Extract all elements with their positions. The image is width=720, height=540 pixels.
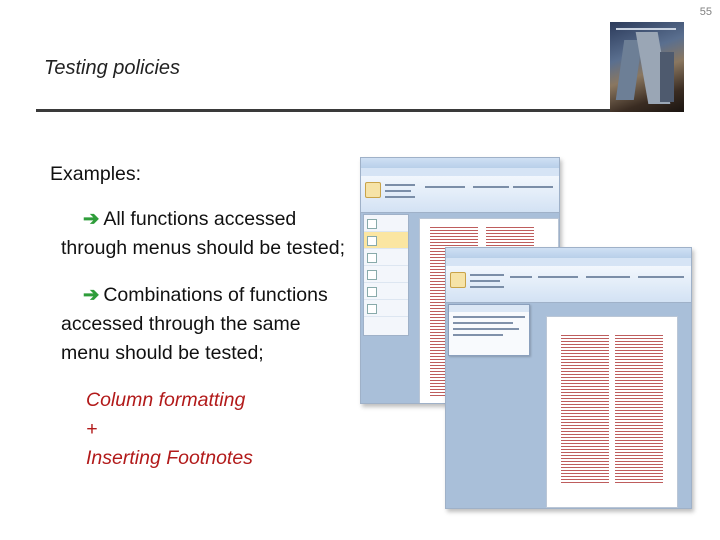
ribbon-line	[470, 274, 504, 276]
example-line: Column formatting	[86, 389, 246, 411]
word-footnotes-screenshot	[445, 247, 692, 509]
ribbon-line	[586, 276, 630, 278]
screenshot-titlebar	[361, 158, 559, 168]
bullet-item	[61, 281, 353, 368]
dropdown-option	[364, 232, 408, 249]
page-number: 55	[699, 6, 712, 18]
example-combination	[86, 386, 353, 473]
dropdown-option	[364, 300, 408, 317]
ribbon-line	[470, 286, 504, 288]
ribbon-line	[538, 276, 578, 278]
bullet-text: Combinations of functions accessed through the same menu should be tested;	[61, 284, 328, 364]
columns-button-image	[365, 182, 381, 198]
footnote-popup-image	[448, 304, 530, 356]
green-arrow-icon: ➔	[83, 208, 100, 230]
ribbon-line	[513, 186, 553, 188]
slide-body	[48, 160, 353, 473]
ribbon-line	[470, 280, 500, 282]
ribbon-line	[510, 276, 532, 278]
ribbon-line	[385, 196, 415, 198]
screenshot-ribbon-tabs	[446, 258, 691, 266]
popup-line	[453, 328, 519, 330]
ribbon-line	[385, 184, 415, 186]
popup-line	[453, 322, 513, 324]
green-arrow-icon: ➔	[83, 284, 100, 306]
screenshot-titlebar	[446, 248, 691, 258]
screenshot-ribbon	[361, 176, 559, 213]
document-page	[546, 316, 678, 508]
columns-dropdown-image	[363, 214, 409, 336]
text-column	[615, 335, 663, 485]
bullet-item	[61, 205, 353, 263]
examples-label: Examples:	[50, 163, 142, 185]
example-line: Inserting Footnotes	[86, 447, 253, 469]
popup-line	[453, 334, 503, 336]
screenshot-ribbon-tabs	[361, 168, 559, 176]
screenshot-ribbon	[446, 266, 691, 303]
ribbon-line	[385, 190, 411, 192]
bullet-text: All functions accessed through menus should be tested;	[61, 208, 346, 259]
title-divider	[36, 109, 610, 112]
insert-footnote-button-image	[450, 272, 466, 288]
ribbon-line	[638, 276, 684, 278]
cover-line	[616, 28, 676, 30]
text-column	[561, 335, 609, 485]
book-cover-image	[610, 22, 684, 112]
dropdown-option	[364, 249, 408, 266]
dropdown-option	[364, 283, 408, 300]
slide-title: Testing policies	[44, 57, 181, 79]
ribbon-line	[425, 186, 465, 188]
popup-title	[449, 305, 529, 312]
cover-building	[660, 52, 674, 102]
ribbon-line	[473, 186, 509, 188]
popup-line	[453, 316, 525, 318]
example-line: +	[86, 418, 98, 440]
dropdown-option	[364, 266, 408, 283]
dropdown-option	[364, 215, 408, 232]
